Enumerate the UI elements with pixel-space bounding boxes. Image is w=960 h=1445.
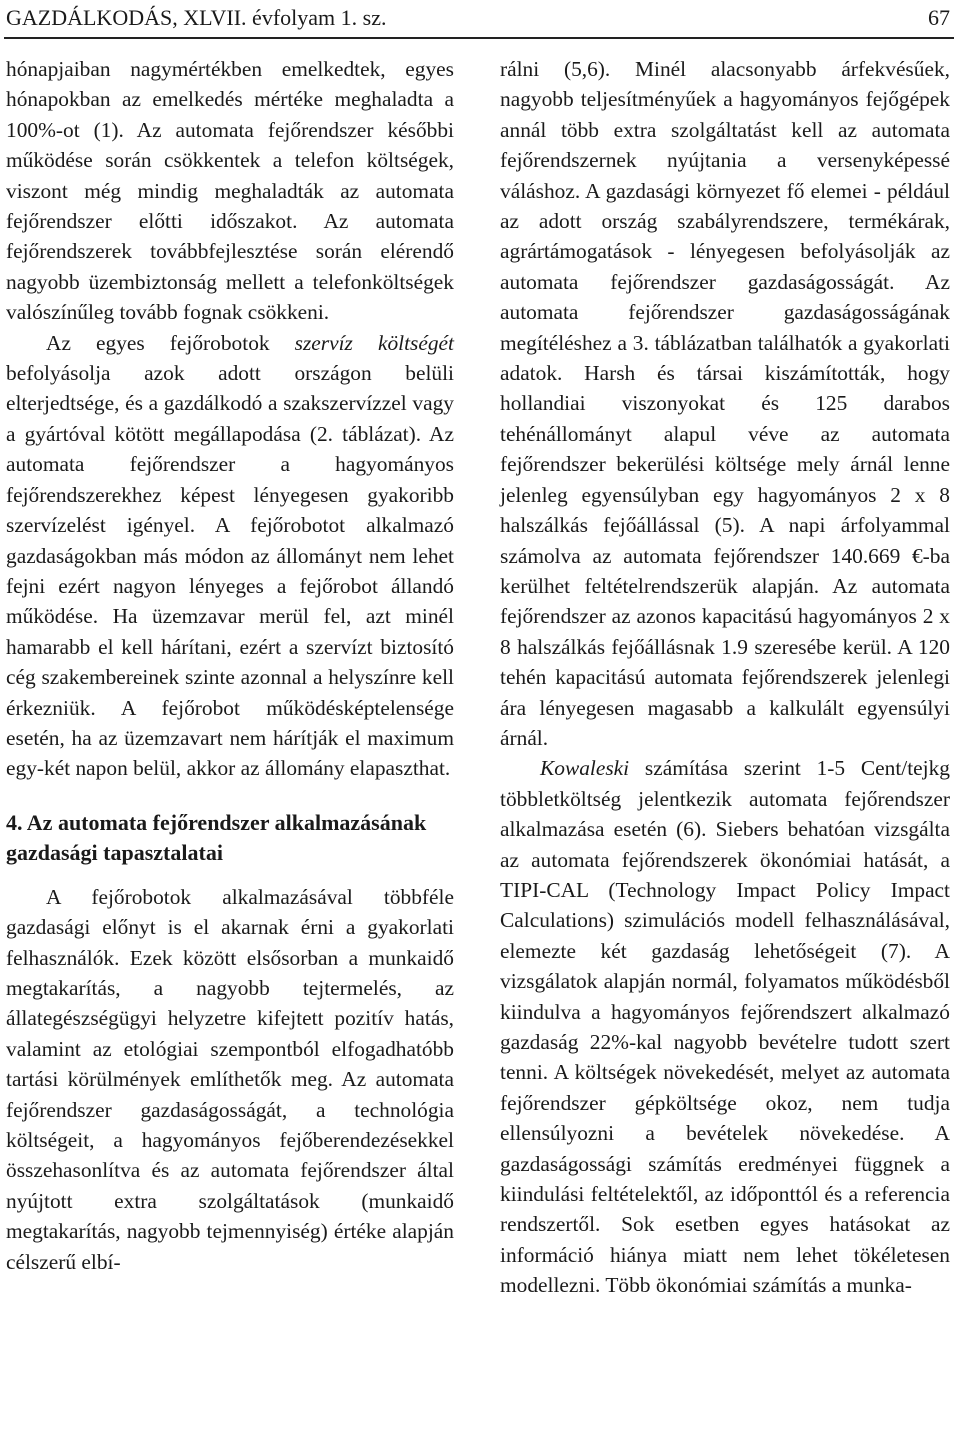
right-paragraph-1: rálni (5,6). Minél alacsonyabb árfekvésűek, nagyobb teljesítményűek a hagyományos fejőgépek annál több extra szolgáltatást kell az automata fejőrendszernek nyújtania a versenyképessé váláshoz. A gazdasági környezet fő elemei - például az adott ország szabályrendszere, termékárak, agrártámogatások - lényegesen befolyásolják az automata fejőrendszer gazdaságosságát. Az automata fejőrendszer gazdaságosságának megítéléshez a 3. táblázatban találhatók a gyakorlati adatok. Harsh és társai kiszámították, hogy hollandiai viszonyokat és 125 darabos tehénállományt alapul véve az automata fejőrendszer bekerülési költsége mely árnál lenne jelenleg egyensúlyban egy hagyományos 2 x 8 halszálkás fejőállással (5). A napi árfolyammal számolva az automata fejőrendszer 140.669 €-ba kerülhet feltételrendszerük alapján. Az automata fejőrendszer az azonos kapacitású hagyományos 2 x 8 halszálkás fejőállásnak 1.9 szeresébe kerül. A 120 tehén kapacitású automata fejőrendszerek jelenlegi ára lényegesen magasabb a kalkulált egyensúlyi árnál. xyxy=(500,57,950,750)
header-rule xyxy=(4,37,954,39)
section-heading: 4. Az automata fejőrendszer alkalmazásának gazdasági tapasztalatai xyxy=(6,809,427,865)
right-column xyxy=(500,54,950,1301)
journal-title: GAZDÁLKODÁS, XLVII. évfolyam 1. sz. xyxy=(6,5,387,30)
left-column xyxy=(6,54,454,1277)
spacer xyxy=(6,784,454,808)
left-paragraph-2 xyxy=(6,328,454,784)
running-header xyxy=(6,2,950,34)
left-paragraph-3: A fejőrobotok alkalmazásával többféle gazdasági előnyt is el akarnak érni a gyakorlati felhasználók. Ezek között elsősorban a munkaidő megtakarítás, a nagyobb tejtermelés, az állategészségügyi helyzetre kifejtett pozitív hatás, valamint az etológiai szempontból elfogadhatóbb tartási körülmények említhetők meg. Az automata fejőrendszer gazdaságosságát, a technológia költségeit, a hagyományos fejőberendezésekkel összehasonlítva és az automata fejőrendszer által nyújtott extra szolgáltatások (munkaidő megtakarítás, nagyobb tejmennyiség) értéke alapján célszerű elbí- xyxy=(6,884,454,1274)
spacer xyxy=(6,868,454,882)
left-paragraph-2-rest: befolyásolja azok adott országon belüli elterjedtsége, és a gazdálkodó a szakszervízzel vagy a gyártóval kötött megállapodása (2. táblázat). Az automata fejőrendszer a hagyományos fejőrendszerekhez képest lényegesen gyakoribb szervízelést igényel. A fejőrobotot alkalmazó gazdaságokban más módon az állományt nem lehet fejni ezért nagyon lényeges a fejőrobot állandó működése. Ha üzemzavar merül fel, azt minél hamarabb el kell hárítani, ezért a szervízt biztosító cég szakembereinek szinte azonnal a helyszínre kell érkezniük. A fejőrobot működésképtelensége esetén, ha az üzemzavart nem hárítják el maximum egy-két napon belül, akkor az állomány elapaszthat. xyxy=(6,361,454,781)
left-paragraph-1: hónapjaiban nagymértékben emelkedtek, egyes hónapokban az emelkedés mértéke meghaladta a 100%-ot (1). Az automata fejőrendszer későbbi működése során csökkentek a telefon költségek, viszont még mindig meghaladták az automata fejőrendszer előtti időszakot. Az automata fejőrendszerek továbbfejlesztése során elérendő nagyobb üzembiztonság mellett a telefonköltségek valószínűleg tovább fognak csökkeni. xyxy=(6,57,454,325)
right-paragraph-2-rest: számítása szerint 1-5 Cent/tejkg többletköltség jelentkezik automata fejőrendszer alkalmazása esetén (6). Siebers behatóan vizsgálta az automata fejőrendszerek ökonómiai hatását, a TIPI-CAL (Technology Impact Policy Impact Calculations) szimulációs modell felhasználásával, elemezte két gazdaság lehetőségeit (7). A vizsgálatok alapján normál, folyamatos működésből kiindulva a hagyományos fejőrendszert alkalmazó gazdaság 22%-kal nagyobb bevételre tudott szert tenni. A költségek növekedését, melyet az automata fejőrendszer gépköltsége okoz, nem tudja ellensúlyozni a bevételek növekedése. A gazdaságossági számítás eredményei függnek a kiindulási feltételektől, az időponttól és a referencia rendszertől. Sok esetben egyes hatásokat az információ hiánya miatt nem lehet tökéletesen modellezni. Több ökonómiai számítás a munka- xyxy=(500,756,950,1298)
right-paragraph-2 xyxy=(500,753,950,1300)
page-number: 67 xyxy=(928,5,950,30)
emphasis-service-cost: szervíz költségét xyxy=(294,330,454,355)
left-paragraph-2-start: Az egyes fejőrobotok xyxy=(46,330,295,355)
emphasis-author: Kowaleski xyxy=(540,756,630,781)
